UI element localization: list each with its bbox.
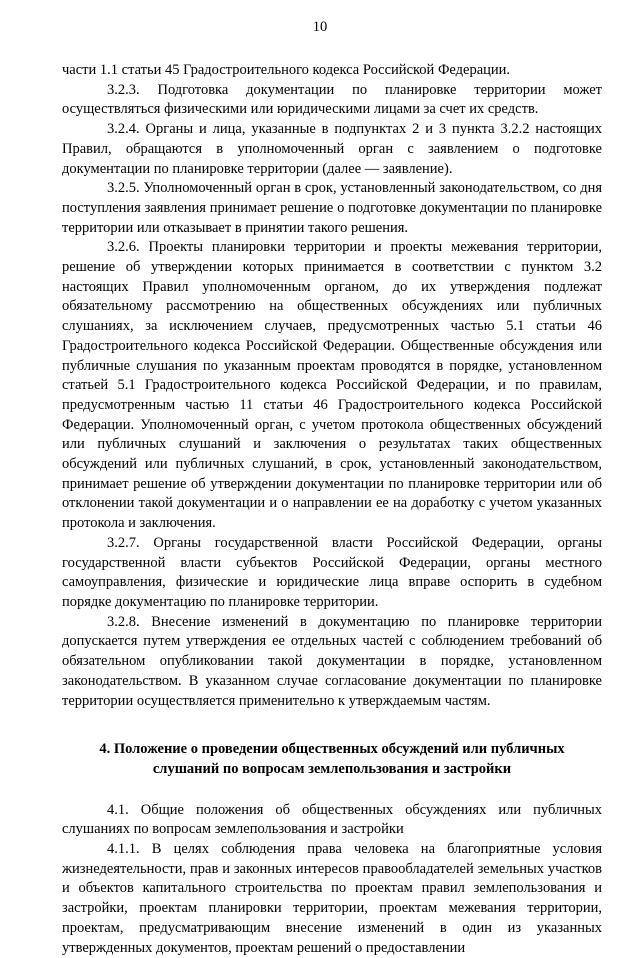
document-body <box>62 61 602 958</box>
paragraph-3-2-4: 3.2.4. Органы и лица, указанные в подпунктах 2 и 3 пункта 3.2.2 настоящих Правил, обращаются в уполномоченный орган с заявлением о подготовке документации по планировке территории (далее — заявление). <box>62 121 602 177</box>
paragraph-3-2-7: 3.2.7. Органы государственной власти Российской Федерации, органы государственной власти субъектов Российской Федерации, органы местного самоуправления, физические и юридические лица вправе оспорить в судебном порядке документацию по планировке территории. <box>62 534 602 610</box>
paragraph-3-2-5: 3.2.5. Уполномоченный орган в срок, установленный законодательством, со дня поступления заявления принимает решение о подготовке документации по планировке территории или отказывает в принятии такого решения. <box>62 180 602 236</box>
paragraph-3-2-3: 3.2.3. Подготовка документации по планировке территории может осуществляться физическими или юридическими лицами за счет их средств. <box>62 81 602 118</box>
page-number: 10 <box>312 19 328 35</box>
paragraph-continuation: части 1.1 статьи 45 Градостроительного кодекса Российской Федерации. <box>62 62 511 78</box>
paragraph-4-1-1: 4.1.1. В целях соблюдения права человека на благоприятные условия жизнедеятельности, прав и законных интересов правообладателей земельных участков и объектов капитального строительства по проектам правил землепользования и застройки, проектам планировки территории, проектам межевания территории, проектам, предусматривающим внесение изменений в один из указанных утвержденных документов, проектам решений о предоставлении <box>62 841 602 956</box>
section-heading <box>62 740 602 779</box>
paragraph-3-2-6: 3.2.6. Проекты планировки территории и проекты межевания территории, решение об утверждении которых принимается в соответствии с пунктом 3.2 настоящих Правил уполномоченным органом, до их утверждения подлежат обязательному рассмотрению на общественных обсуждениях или публичных слушаниях, за исключением случаев, предусмотренных частью 5.1 статьи 46 Градостроительного кодекса Российской Федерации. Общественные обсуждения или публичные слушания по указанным проектам проводятся в порядке, установленном статьей 5.1 Градостроительного кодекса Российской Федерации, и по правилам, предусмотренным частью 11 статьи 46 Градостроительного кодекса Российской Федерации. Уполномоченный орган, с учетом протокола общественных обсуждений или публичных слушаний и заключения о результатах таких общественных обсуждений или публичных слушаний, в срок, установленный законодательством, принимает решение об утверждении документации по планировке территории или об отклонении такой документации и о направлении ее на доработку с учетом указанных протокола и заключения. <box>62 239 602 532</box>
section-heading-line-1: 4. Положение о проведении общественных обсуждений или публичных <box>99 741 565 758</box>
paragraph-3-2-8: 3.2.8. Внесение изменений в документацию по планировке территории допускается путем утверждения ее отдельных частей с соблюдением требований об обязательном опубликовании такой документации в порядке, установленном законодательством. В указанном случае согласование документации по планировке территории осуществляется применительно к утверждаемым частям. <box>62 613 602 709</box>
section-heading-line-2: слушаний по вопросам землепользования и застройки <box>152 760 512 777</box>
paragraph-4-1: 4.1. Общие положения об общественных обсуждениях или публичных слушаниях по вопросам землепользования и застройки <box>62 801 602 838</box>
